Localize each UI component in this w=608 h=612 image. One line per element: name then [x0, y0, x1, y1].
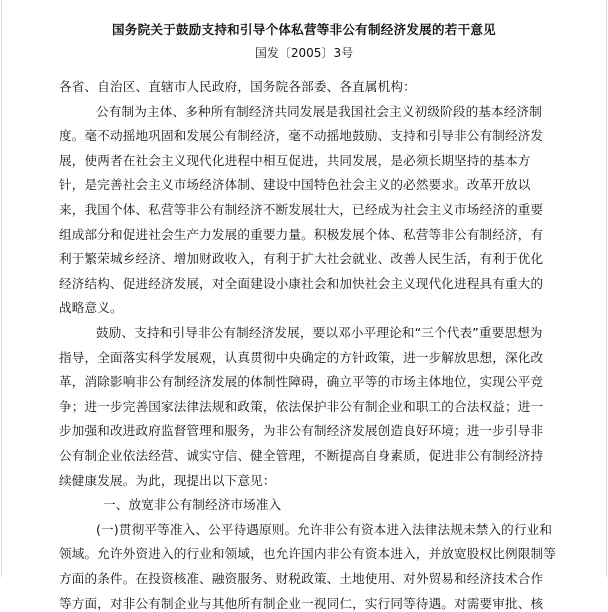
paragraph-line: 战略意义。 [59, 300, 123, 316]
subsection-line: 方面的条件。在投资核准、融资服务、财税政策、土地使用、对外贸易和经济技术合作 [59, 571, 544, 586]
paragraph-line: 针，是完善社会主义市场经济体制、建设中国特色社会主义的必然要求。改革开放以 [59, 177, 531, 193]
paragraph-line: 步加强和改进政府监督管理和服务，为非公有制经济发展创造良好环境；进一步引导非 [59, 423, 544, 439]
paragraph-line: 度。毫不动摇地巩固和发展公有制经济，毫不动摇地鼓励、支持和引导非公有制经济发 [59, 128, 544, 144]
paragraph-line: 组成部分和促进社会生产力发展的重要力量。积极发展个体、私营等非公有制经济，有 [59, 226, 544, 242]
paragraph-line: 续健康发展。为此，现提出以下意见： [59, 472, 276, 488]
paragraph-line: 鼓励、支持和引导非公有制经济发展，要以邓小平理论和“三个代表”重要思想为 [96, 325, 543, 340]
paragraph-line: 争；进一步完善国家法律法规和政策，依法保护非公有制企业和职工的合法权益；进一 [59, 398, 544, 414]
paragraph-line: 公有制企业依法经营、诚实守信、健全管理，不断提高自身素质，促进非公有制经济持 [59, 448, 544, 463]
subsection-line: (一)贯彻平等准入、公平待遇原则。允许非公有资本进入法律法规未禁入的行业和 [96, 521, 553, 537]
paragraph-line: 经济结构、促进经济发展，对全面建设小康社会和加快社会主义现代化进程具有重大的 [59, 275, 544, 291]
paragraph-line: 来，我国个体、私营等非公有制经济不断发展壮大，已经成为社会主义市场经济的重要 [59, 202, 544, 217]
document-title: 国务院关于鼓励支持和引导个体私营等非公有制经济发展的若干意见 [111, 22, 496, 37]
paragraph-line: 利于繁荣城乡经济、增加财政收入，有利于扩大社会就业、改善人民生活，有利于优化 [59, 251, 544, 267]
subsection-line: 等方面，对非公有制企业与其他所有制企业一视同仁，实行同等待遇。对需要审批、核 [59, 595, 544, 611]
salutation: 各省、自治区、直辖市人民政府，国务院各部委、各直属机构： [59, 79, 416, 94]
paragraph-line: 公有制为主体、多种所有制经济共同发展是我国社会主义初级阶段的基本经济制 [96, 103, 543, 119]
subsection-line: 领域。允许外资进入的行业和领域，也允许国内非公有资本进入，并放宽股权比例限制等 [59, 546, 557, 562]
paragraph-line: 指导，全面落实科学发展观，认真贯彻中央确定的方针政策，进一步解放思想，深化改 [59, 349, 544, 365]
paragraph-line: 革，消除影响非公有制经济发展的体制性障碍，确立平等的市场主体地位，实现公平竞 [59, 374, 544, 390]
paragraph-line: 展，使两者在社会主义现代化进程中相互促进，共同发展，是必须长期坚持的基本方 [59, 152, 531, 168]
section-heading: 一、放宽非公有制经济市场准入 [103, 497, 282, 513]
document-number: 国发〔2005〕3号 [254, 46, 354, 60]
